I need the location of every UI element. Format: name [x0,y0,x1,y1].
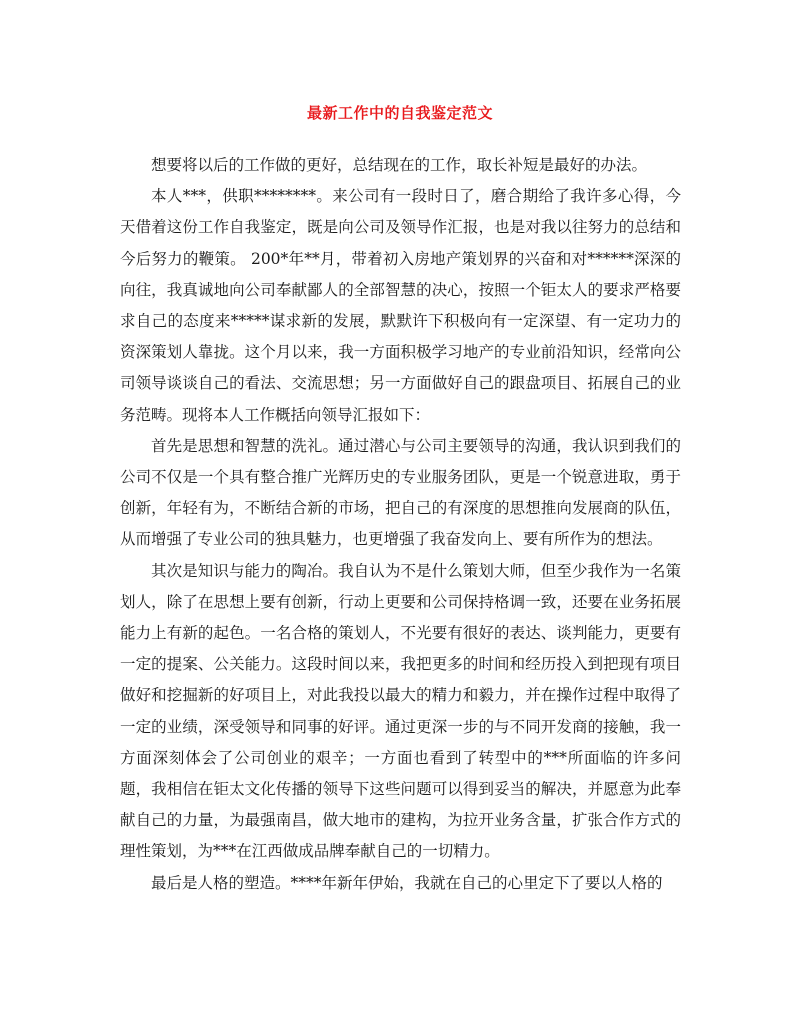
document-title: 最新工作中的自我鉴定范文 [306,104,493,122]
document-body [120,150,681,899]
paragraph-thought-and-wisdom: 首先是思想和智慧的洗礼。通过潜心与公司主要领导的沟通，我认识到我们的公司不仅是一个具有整合推广光辉历史的专业服务团队，更是一个锐意进取，勇于创新，年轻有为，不断结合新的市场，把自己的有深度的思想推向发展商的队伍，从而增强了专业公司的独具魅力，也更增强了我奋发向上、要有所作为的想法。 [120,436,681,549]
paragraph-personality: 最后是人格的塑造。****年新年伊始，我就在自己的心里定下了要以人格的 [151,873,663,892]
paragraph-intro: 想要将以后的工作做的更好，总结现在的工作，取长补短是最好的办法。 [151,156,648,174]
paragraph-knowledge-and-ability: 其次是知识与能力的陶冶。我自认为不是什么策划大师，但至少我作为一名策划人，除了在思想上要有创新，行动上更要和公司保持格调一致，还要在业务拓展能力上有新的起色。一名合格的策划人，不光要有很好的表达、谈判能力，更要有一定的提案、公关能力。这段时间以来，我把更多的时间和经历投入到把现有项目做好和挖掘新的好项目上，对此我投以最大的精力和毅力，并在操作过程中取得了一定的业绩，深受领导和同事的好评。通过更深一步的与不同开发商的接触，我一方面深刻体会了公司创业的艰辛；一方面也看到了转型中的***所面临的许多问题，我相信在钜太文化传播的领导下这些问题可以得到妥当的解决，并愿意为此奉献自己的力量，为最强南昌，做大地市的建构，为拉开业务含量，扩张合作方式的理性策划，为***在江西做成品牌奉献自己的一切精力。 [120,561,681,861]
paragraph-self-introduction: 本人***，供职********。来公司有一段时日了，磨合期给了我许多心得，今天借着这份工作自我鉴定，既是向公司及领导作汇报，也是对我以往努力的总结和今后努力的鞭策。 200*年**月，带着初入房地产策划界的兴奋和对******深深的向往，我真诚地向公司奉献鄙人的全部智慧的决心，按照一个钜太人的要求严格要求自己的态度来*****谋求新的发展，默默许下积极向有一定深望、有一定功力的资深策划人靠拢。这个月以来，我一方面积极学习地产的专业前沿知识，经常向公司领导谈谈自己的看法、交流思想；另一方面做好自己的跟盘项目、拓展自己的业务范畴。现将本人工作概括向领导汇报如下： [120,187,681,424]
